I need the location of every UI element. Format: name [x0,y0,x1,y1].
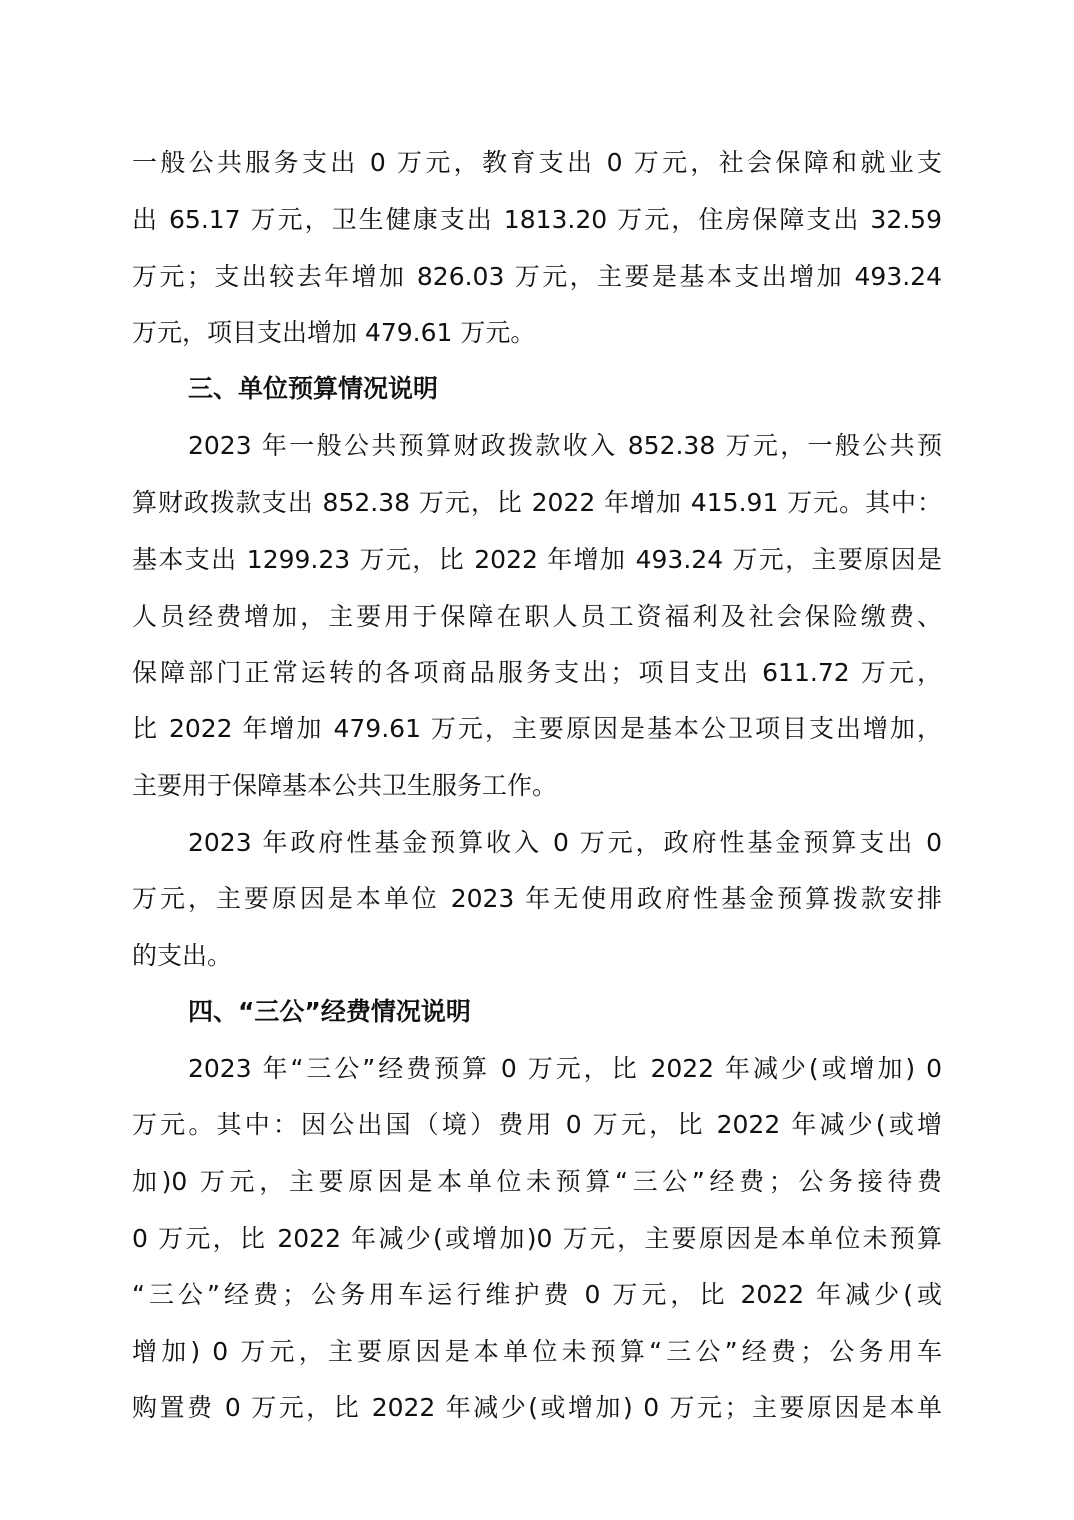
paragraph-1-line-2: 出 65.17 万元，卫生健康支出 1813.20 万元，住房保障支出 32.59 [132,205,942,234]
paragraph-2-line-2: 算财政拨款支出 852.38 万元，比 2022 年增加 415.91 万元。其中： [132,488,942,517]
paragraph-4-line-5: “三公”经费；公务用车运行维护费 0 万元，比 2022 年减少(或 [132,1280,942,1309]
paragraph-4-line-6: 增加) 0 万元，主要原因是本单位未预算“三公”经费；公务用车 [132,1337,942,1366]
paragraph-4-line-1: 2023 年“三公”经费预算 0 万元，比 2022 年减少(或增加) 0 [188,1054,942,1083]
paragraph-2-line-5: 保障部门正常运转的各项商品服务支出；项目支出 611.72 万元， [132,658,942,687]
paragraph-2-line-6: 比 2022 年增加 479.61 万元，主要原因是基本公卫项目支出增加， [132,714,942,743]
paragraph-2-line-4: 人员经费增加，主要用于保障在职人员工资福利及社会保险缴费、 [132,602,942,631]
paragraph-3-line-3: 的支出。 [132,941,233,970]
paragraph-2-line-1: 2023 年一般公共预算财政拨款收入 852.38 万元，一般公共预 [188,431,942,460]
paragraph-3-line-2: 万元，主要原因是本单位 2023 年无使用政府性基金预算拨款安排 [132,884,942,913]
paragraph-4-line-2: 万元。其中：因公出国（境）费用 0 万元，比 2022 年减少(或增 [132,1110,942,1139]
paragraph-2-line-3: 基本支出 1299.23 万元，比 2022 年增加 493.24 万元，主要原因是 [132,545,942,574]
paragraph-1-line-4: 万元，项目支出增加 479.61 万元。 [132,318,536,347]
paragraph-4-line-7: 购置费 0 万元，比 2022 年减少(或增加) 0 万元；主要原因是本单 [132,1393,942,1422]
section-heading-4: 四、“三公”经费情况说明 [188,997,471,1026]
paragraph-3-line-1: 2023 年政府性基金预算收入 0 万元，政府性基金预算支出 0 [188,828,942,857]
paragraph-4-line-4: 0 万元，比 2022 年减少(或增加)0 万元，主要原因是本单位未预算 [132,1224,942,1253]
paragraph-2-line-7: 主要用于保障基本公共卫生服务工作。 [132,771,558,800]
paragraph-1-line-1: 一般公共服务支出 0 万元，教育支出 0 万元，社会保障和就业支 [132,148,942,177]
section-heading-3: 三、单位预算情况说明 [188,374,439,403]
paragraph-1-line-3: 万元；支出较去年增加 826.03 万元，主要是基本支出增加 493.24 [132,262,942,291]
paragraph-4-line-3: 加)0 万元，主要原因是本单位未预算“三公”经费；公务接待费 [132,1167,942,1196]
